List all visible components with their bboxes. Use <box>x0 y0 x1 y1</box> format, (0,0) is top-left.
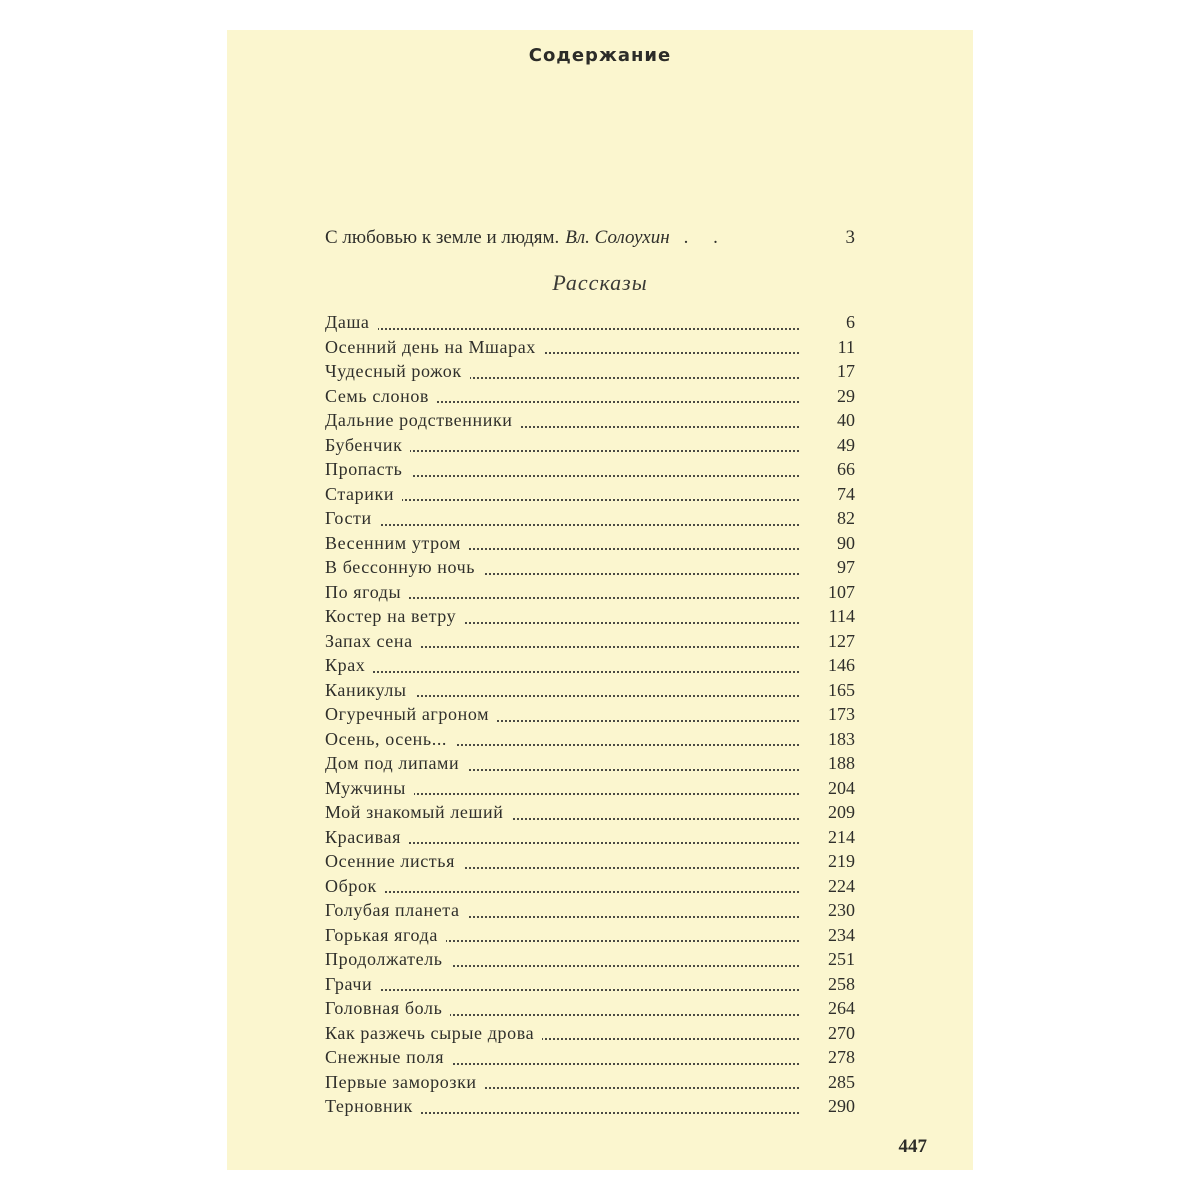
toc-entry-title: Старики <box>325 484 402 504</box>
toc-entry <box>325 359 855 384</box>
toc-entry-page-number: 230 <box>822 898 855 922</box>
toc-entry-title: Оброк <box>325 876 385 896</box>
toc-entry-page-number: 6 <box>840 310 855 334</box>
toc-entry-page-number: 165 <box>822 678 855 702</box>
toc-entry-page-number: 40 <box>831 408 855 432</box>
toc-entry-page-number: 264 <box>822 996 855 1020</box>
toc-entry <box>325 408 855 433</box>
toc-entry <box>325 874 855 899</box>
toc-entry-title: Снежные поля <box>325 1047 452 1067</box>
toc-entry-page-number: 127 <box>822 629 855 653</box>
toc-entry <box>325 702 855 727</box>
toc-entry-title: Продолжатель <box>325 949 451 969</box>
intro-entry <box>325 227 855 253</box>
toc-entry-title: Каникулы <box>325 680 415 700</box>
toc-entry-title: Запах сена <box>325 631 421 651</box>
toc-entry-title: Мой знакомый леший <box>325 802 511 822</box>
toc-entry-page-number: 114 <box>823 604 855 628</box>
toc-entry-page-number: 234 <box>822 923 855 947</box>
dot-leader <box>325 524 799 526</box>
toc-entry-title: Семь слонов <box>325 386 437 406</box>
toc-entry-title: По ягоды <box>325 582 409 602</box>
toc-entry <box>325 384 855 409</box>
toc-entry <box>325 506 855 531</box>
toc-entry <box>325 825 855 850</box>
toc-entry-title: Пропасть <box>325 459 411 479</box>
toc-entry-page-number: 49 <box>831 433 855 457</box>
toc-entry-title: Крах <box>325 655 373 675</box>
toc-entry <box>325 678 855 703</box>
toc-entry-title: Первые заморозки <box>325 1072 485 1092</box>
toc-entry <box>325 531 855 556</box>
toc-entry-title: В бессонную ночь <box>325 557 483 577</box>
toc-entry-page-number: 97 <box>831 555 855 579</box>
dot-leader <box>325 671 799 673</box>
toc-entry-title: Гости <box>325 508 380 528</box>
toc-entry <box>325 555 855 580</box>
toc-entry <box>325 1021 855 1046</box>
toc-entry-page-number: 214 <box>822 825 855 849</box>
intro-author: Вл. Солоухин <box>565 227 670 248</box>
toc-entry <box>325 335 855 360</box>
toc-entry-page-number: 107 <box>822 580 855 604</box>
intro-page-number: 3 <box>845 227 855 248</box>
toc-entry-title: Головная боль <box>325 998 450 1018</box>
toc-entry <box>325 947 855 972</box>
toc-entry <box>325 604 855 629</box>
toc-entry-title: Осенние листья <box>325 851 463 871</box>
dot-leader <box>325 891 799 893</box>
toc-entry <box>325 898 855 923</box>
toc-entry-page-number: 278 <box>822 1045 855 1069</box>
section-title: Рассказы <box>552 270 648 295</box>
toc-entry-title: Бубенчик <box>325 435 410 455</box>
toc-entry-page-number: 82 <box>831 506 855 530</box>
toc-entry <box>325 482 855 507</box>
page-heading: Содержание <box>528 45 672 66</box>
toc-entry <box>325 972 855 997</box>
toc-entry <box>325 1045 855 1070</box>
toc-entry-title: Голубая планета <box>325 900 468 920</box>
toc-entry-title: Дом под липами <box>325 753 467 773</box>
toc-entry-page-number: 173 <box>822 702 855 726</box>
toc-entry-title: Грачи <box>325 974 380 994</box>
toc-entry <box>325 457 855 482</box>
toc-entry-title: Красивая <box>325 827 409 847</box>
toc-entry <box>325 727 855 752</box>
toc-entry-page-number: 183 <box>822 727 855 751</box>
toc-entry <box>325 751 855 776</box>
toc-entry-page-number: 29 <box>831 384 855 408</box>
toc-entry-title: Горькая ягода <box>325 925 446 945</box>
toc-entry-page-number: 17 <box>831 359 855 383</box>
toc-entry <box>325 310 855 335</box>
toc-entry-title: Чудесный рожок <box>325 361 470 381</box>
toc-list <box>325 310 855 1119</box>
toc-entry-title: Костер на ветру <box>325 606 464 626</box>
toc-entry-title: Терновник <box>325 1096 421 1116</box>
toc-entry-page-number: 74 <box>831 482 855 506</box>
book-page <box>227 30 973 1170</box>
toc-entry <box>325 1070 855 1095</box>
toc-entry-page-number: 204 <box>822 776 855 800</box>
toc-entry-page-number: 66 <box>831 457 855 481</box>
toc-entry-title: Даша <box>325 312 378 332</box>
toc-entry-title: Как разжечь сырые дрова <box>325 1023 542 1043</box>
toc-entry-title: Дальние родственники <box>325 410 521 430</box>
intro-dots: . . <box>683 227 728 248</box>
toc-entry <box>325 849 855 874</box>
toc-entry-page-number: 209 <box>822 800 855 824</box>
toc-entry-page-number: 224 <box>822 874 855 898</box>
intro-title: С любовью к земле и людям. <box>325 227 560 248</box>
toc-entry-page-number: 146 <box>822 653 855 677</box>
toc-entry-title: Мужчины <box>325 778 414 798</box>
toc-entry <box>325 1094 855 1119</box>
toc-entry-page-number: 258 <box>822 972 855 996</box>
toc-entry <box>325 653 855 678</box>
dot-leader <box>325 328 799 330</box>
toc-entry <box>325 800 855 825</box>
toc-entry-title: Весенним утром <box>325 533 469 553</box>
toc-entry <box>325 996 855 1021</box>
toc-entry-page-number: 270 <box>822 1021 855 1045</box>
toc-entry-title: Огуречный агроном <box>325 704 497 724</box>
toc-entry-title: Осень, осень... <box>325 729 455 749</box>
toc-entry-page-number: 285 <box>822 1070 855 1094</box>
toc-entry <box>325 433 855 458</box>
dot-leader <box>325 989 799 991</box>
toc-entry <box>325 629 855 654</box>
toc-entry <box>325 923 855 948</box>
toc-entry-page-number: 219 <box>822 849 855 873</box>
toc-entry <box>325 776 855 801</box>
toc-entry-page-number: 251 <box>822 947 855 971</box>
toc-entry-title: Осенний день на Мшарах <box>325 337 544 357</box>
toc-entry-page-number: 188 <box>822 751 855 775</box>
folio-page-number: 447 <box>898 1136 927 1157</box>
toc-entry-page-number: 290 <box>822 1094 855 1118</box>
toc-entry-page-number: 11 <box>832 335 855 359</box>
toc-entry <box>325 580 855 605</box>
toc-entry-page-number: 90 <box>831 531 855 555</box>
